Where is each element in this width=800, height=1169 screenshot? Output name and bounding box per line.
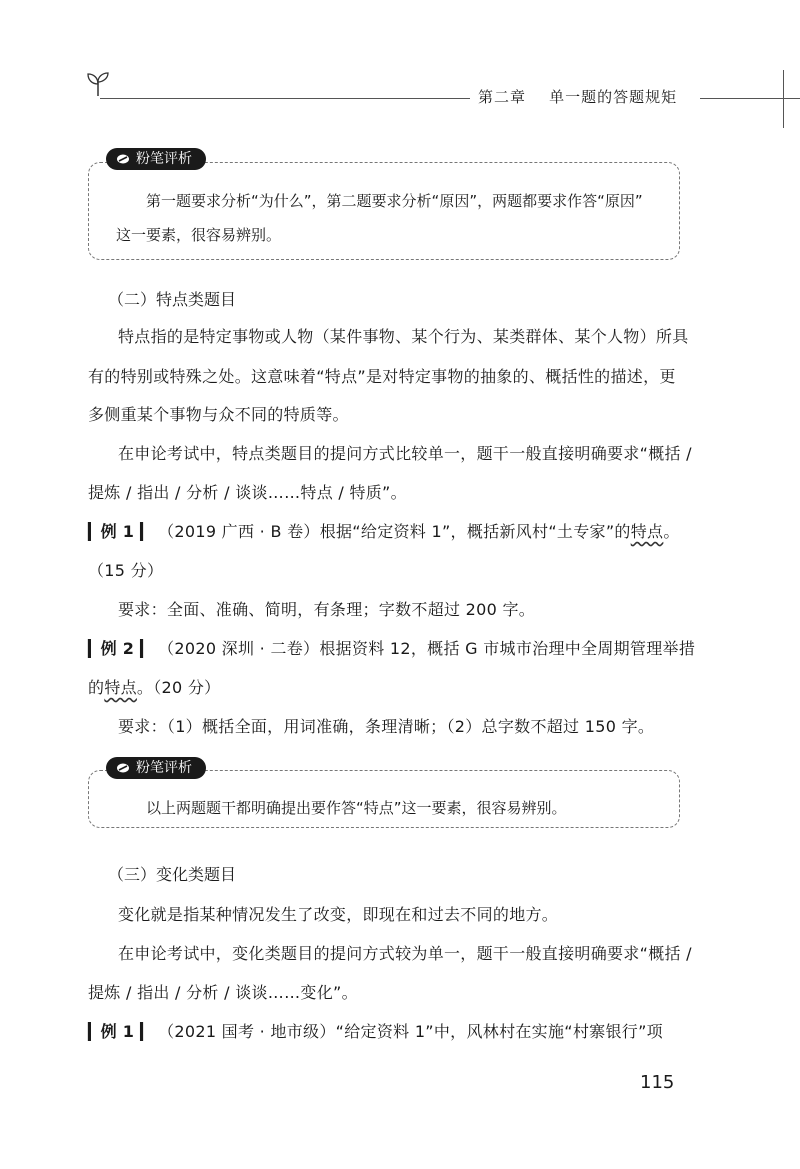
example-label: ▎例 1 ▎ — [88, 522, 153, 541]
commentary-text-line: 第一题要求分析“为什么”，第二题要求分析“原因”，两题都要求作答“原因” — [146, 192, 643, 210]
commentary-tag-1 — [106, 148, 206, 170]
example-end: 。 — [663, 522, 680, 541]
section-heading: （三）变化类题目 — [108, 865, 237, 884]
example-1 — [88, 1019, 663, 1042]
paragraph-line: 变化就是指某种情况发生了改变，即现在和过去不同的地方。 — [118, 905, 559, 924]
paragraph-line: 在申论考试中，变化类题目的提问方式较为单一，题干一般直接明确要求“概括 / — [118, 944, 692, 963]
keyword-underlined: 特点 — [630, 522, 664, 541]
example-2 — [88, 636, 695, 659]
example-2-cont — [88, 675, 220, 698]
example-text: （2019 广西 · B 卷）根据“给定资料 1”，概括新风村“土专家”的 — [158, 522, 631, 541]
page-number: 115 — [640, 1072, 675, 1093]
header-title: 单一题的答题规矩 — [549, 88, 678, 106]
example-1 — [88, 519, 680, 542]
commentary-box-1 — [88, 162, 680, 260]
commentary-tag-label: 粉笔评析 — [136, 760, 192, 776]
header-rule-left — [100, 98, 470, 99]
paragraph-line: 多侧重某个事物与众不同的特质等。 — [88, 405, 349, 424]
example-label: ▎例 2 ▎ — [88, 639, 153, 658]
commentary-text-line: 这一要素，很容易辨别。 — [116, 226, 282, 244]
commentary-text-line: 以上两题题干都明确提出要作答“特点”这一要素，很容易辨别。 — [146, 799, 567, 817]
running-header — [478, 86, 677, 107]
paragraph-line: 提炼 / 指出 / 分析 / 谈谈……特点 / 特质”。 — [88, 483, 407, 502]
example-text: 的 — [88, 678, 105, 697]
example-label: ▎例 1 ▎ — [88, 1022, 153, 1041]
example-text: （2021 国考 · 地市级）“给定资料 1”中，风林村在实施“村寨银行”项 — [158, 1022, 663, 1041]
header-chapter: 第二章 — [478, 88, 527, 106]
paragraph-line: 有的特别或特殊之处。这意味着“特点”是对特定事物的抽象的、概括性的描述，更 — [88, 367, 676, 386]
example-score: 。（20 分） — [136, 678, 221, 697]
example-requirement: 要求：全面、准确、简明，有条理；字数不超过 200 字。 — [118, 600, 536, 619]
commentary-tag-label: 粉笔评析 — [136, 151, 192, 167]
chalk-icon — [116, 761, 130, 775]
keyword-underlined: 特点 — [104, 678, 137, 697]
example-text: （2020 深圳 · 二卷）根据资料 12，概括 G 市城市治理中全周期管理举措 — [158, 639, 696, 658]
sprout-icon — [84, 70, 112, 98]
example-requirement: 要求：（1）概括全面，用词准确，条理清晰；（2）总字数不超过 150 字。 — [118, 717, 655, 736]
header-edge-tick — [783, 70, 784, 128]
chalk-icon — [116, 152, 130, 166]
paragraph-line: 特点指的是特定事物或人物（某件事物、某个行为、某类群体、某个人物）所具 — [118, 327, 689, 346]
paragraph-line: 在申论考试中，特点类题目的提问方式比较单一，题干一般直接明确要求“概括 / — [118, 444, 692, 463]
paragraph-line: 提炼 / 指出 / 分析 / 谈谈……变化”。 — [88, 983, 358, 1002]
example-score: （15 分） — [88, 561, 164, 580]
header-rule-right — [700, 98, 800, 99]
section-heading: （二）特点类题目 — [108, 290, 237, 309]
commentary-tag-2 — [106, 757, 206, 779]
